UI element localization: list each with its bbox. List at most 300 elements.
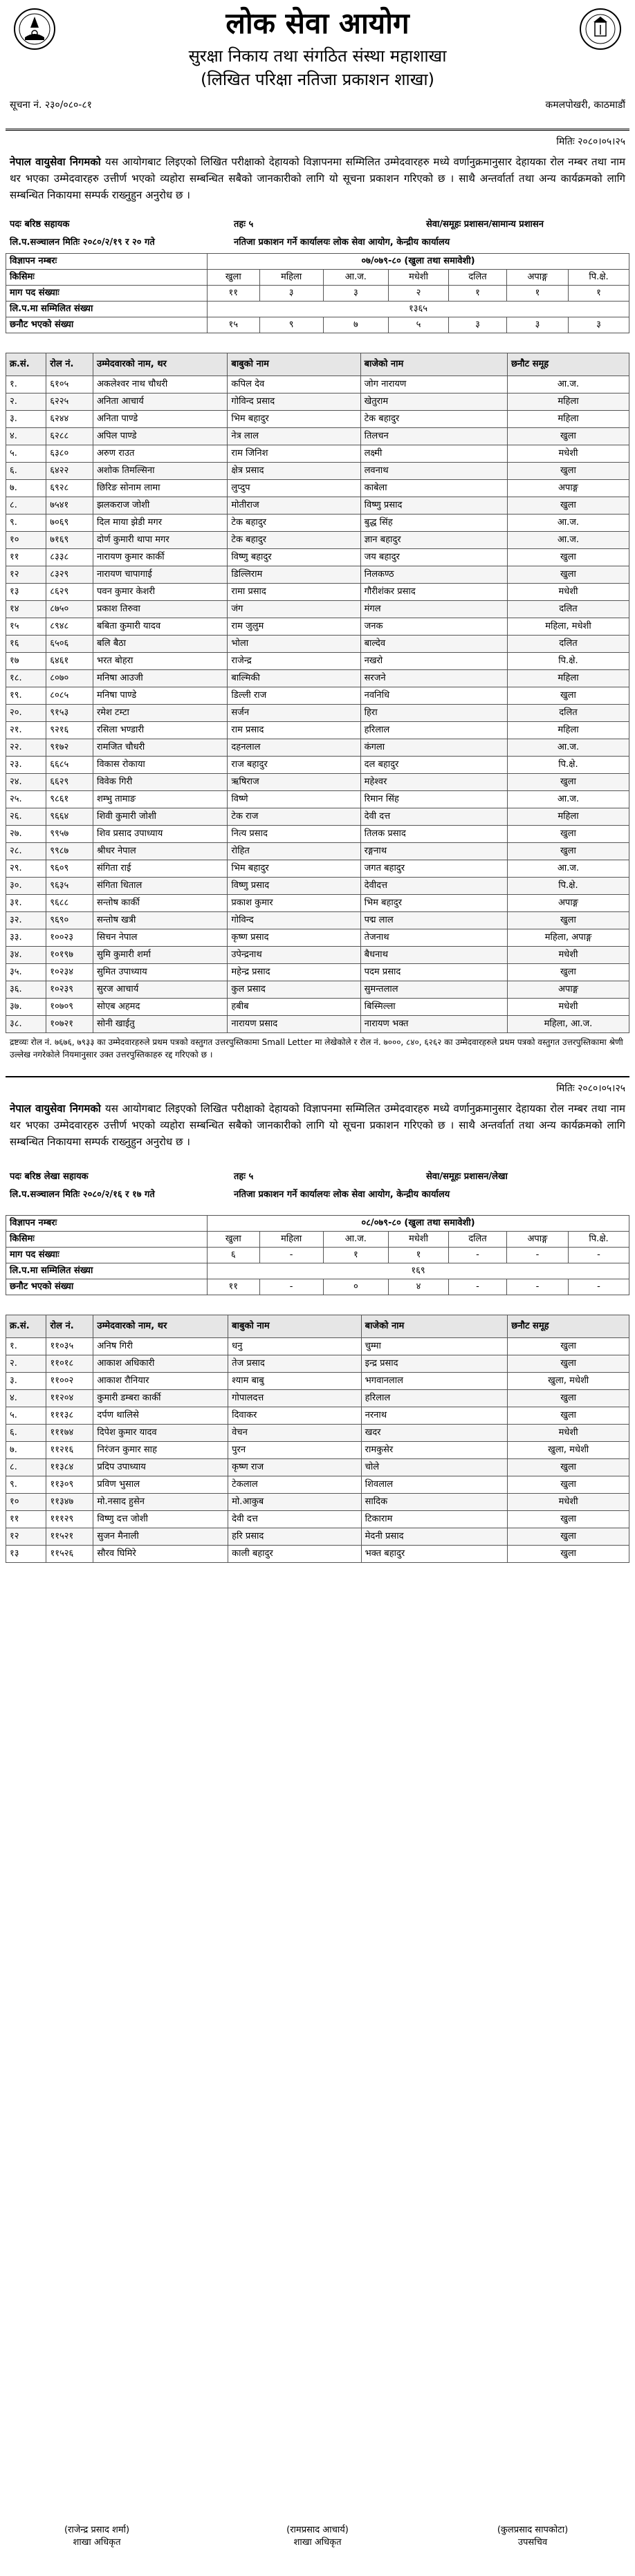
selected-cell: ४	[388, 1279, 448, 1295]
father-name-cell: कपिल देव	[228, 376, 360, 393]
type-cell: आ.ज.	[323, 1232, 388, 1248]
father-name-cell: रामा प्रसाद	[228, 584, 360, 601]
grandfather-name-cell: जगत बहादुर	[360, 860, 507, 878]
adv-no-value: ०७/०७९-८० (खुला तथा समावेशी)	[208, 254, 629, 270]
signatory-name: (कुलप्रसाद सापकोटा)	[497, 2525, 569, 2535]
grandfather-name-cell: खेतुराम	[360, 393, 507, 411]
father-name-cell: पुरन	[228, 1442, 361, 1459]
roll-cell: ८९४८	[46, 618, 93, 636]
serial-cell: २८.	[6, 843, 46, 860]
selected-label: छनौट भएको संख्या	[6, 317, 208, 333]
group-cell: मधेशी	[508, 1425, 629, 1442]
type-cell: खुला	[208, 270, 260, 286]
candidate-name-cell: रमेश टम्टा	[93, 705, 227, 722]
candidate-name-cell: सुरज आचार्य	[93, 981, 227, 999]
father-name-cell: भोला	[228, 636, 360, 653]
serial-cell: १३	[6, 1546, 46, 1563]
signature-1	[28, 2524, 166, 2549]
grandfather-name-cell: जनक	[360, 618, 507, 636]
results-table-2	[6, 1315, 629, 1563]
father-name-cell: जंग	[228, 601, 360, 618]
father-name-cell: क्षेत्र प्रसाद	[228, 463, 360, 480]
serial-cell: ३४.	[6, 947, 46, 964]
serial-cell: २.	[6, 1355, 46, 1373]
grandfather-name-cell: तिलचन	[360, 428, 507, 445]
father-name-cell: राम जिनिश	[228, 445, 360, 463]
father-name-cell: लुप्दुप	[228, 480, 360, 497]
group-cell: खुला	[508, 1546, 629, 1563]
grandfather-name-cell: जोग नारायण	[360, 376, 507, 393]
table-row	[6, 947, 629, 964]
adv-no-label: विज्ञापन नम्बरः	[6, 254, 208, 270]
table-row	[6, 1390, 629, 1407]
candidate-name-cell: दर्पण थालिसे	[93, 1407, 228, 1425]
exam-date-label: लि.प.सञ्चालन मितिः २०८०/२/१९ र २० गते	[10, 237, 155, 248]
roll-cell: ८०७०	[46, 670, 93, 687]
group-cell: खुला	[508, 1407, 629, 1425]
table-row	[6, 393, 629, 411]
candidate-name-cell: सोएब अहमद	[93, 999, 227, 1016]
result-office-label: नतिजा प्रकाशन गर्ने कार्यालयः लोक सेवा आयोग, केन्द्रीय कार्यालय	[234, 237, 450, 248]
grandfather-name-cell: नखरो	[360, 653, 507, 670]
candidate-name-cell: प्रदिप उपाध्याय	[93, 1459, 228, 1476]
notice-body: यस आयोगबाट लिइएको लिखित परीक्षाको देहायको विज्ञापनमा सम्मिलित उम्मेदवारहरु मध्ये वर्णानुक्रमानुसार देहायका रोल नम्बर तथा नाम थर भएका उम्मेदवारहरु उत्तीर्ण भएको व्यहोरा सम्बन्धित सबैको जानकारीको लागि यो सूचना प्रकाशन गरिएको छ । साथै अन्तर्वार्ता तथा अन्य कार्यक्रमको लागि सम्बन्धित निकायमा सम्पर्क राख्नुहुन अनुरोध छ ।	[10, 156, 625, 201]
father-name-cell: दहनलाल	[228, 739, 360, 757]
type-cell: पि.क्षे.	[569, 270, 629, 286]
serial-cell: १०	[6, 1494, 46, 1511]
father-name-cell: राम जुलुम	[228, 618, 360, 636]
col-roll: रोल नं.	[46, 1315, 93, 1338]
type-label: किसिमः	[6, 1232, 208, 1248]
candidate-name-cell: बबिता कुमारी यादव	[93, 618, 227, 636]
table-row	[6, 929, 629, 947]
table-row	[6, 722, 629, 739]
col-serial: क्र.सं.	[6, 1315, 46, 1338]
serial-cell: ३३.	[6, 929, 46, 947]
serial-cell: १६	[6, 636, 46, 653]
table-row	[6, 618, 629, 636]
demand-cell: १	[569, 286, 629, 302]
result-section-2	[6, 1077, 629, 1563]
result-section-1	[6, 131, 629, 1064]
father-name-cell: काली बहादुर	[228, 1546, 361, 1563]
roll-cell: ८७५०	[46, 601, 93, 618]
father-name-cell: श्याम बाबु	[228, 1373, 361, 1390]
serial-cell: ७.	[6, 1442, 46, 1459]
selected-cell: ५	[388, 317, 448, 333]
notice-date: मितिः २०८०।०५।२५	[556, 1083, 625, 1094]
group-cell: महिला, मधेशी	[507, 618, 629, 636]
roll-cell: ६४२२	[46, 463, 93, 480]
signatory-name: (रामप्रसाद आचार्य)	[286, 2525, 349, 2535]
table-row	[6, 532, 629, 549]
serial-cell: १९.	[6, 687, 46, 705]
table-row	[6, 826, 629, 843]
type-cell: महिला	[259, 1232, 323, 1248]
serial-cell: ८.	[6, 1459, 46, 1476]
table-row	[6, 912, 629, 929]
roll-cell: ९१७२	[46, 739, 93, 757]
total-label: लि.प.मा सम्मिलित संख्या	[6, 1263, 208, 1279]
roll-cell: ८३२९	[46, 566, 93, 584]
candidate-name-cell: सन्तोष कार्की	[93, 895, 227, 912]
candidate-name-cell: सन्तोष खत्री	[93, 912, 227, 929]
serial-cell: २७.	[6, 826, 46, 843]
grandfather-name-cell: खदर	[361, 1425, 508, 1442]
father-name-cell: सर्जन	[228, 705, 360, 722]
candidate-name-cell: अनिता पाण्डे	[93, 411, 227, 428]
table-row	[6, 1338, 629, 1355]
candidate-name-cell: सौरव घिमिरे	[93, 1546, 228, 1563]
roll-cell: ९६८८	[46, 895, 93, 912]
grandfather-name-cell: हिरा	[360, 705, 507, 722]
level-label: तहः ५	[234, 219, 254, 230]
serial-cell: २२.	[6, 739, 46, 757]
demand-cell: -	[569, 1248, 629, 1263]
roll-cell: १०१९७	[46, 947, 93, 964]
group-cell: अपाङ्ग	[507, 895, 629, 912]
type-cell: मधेशी	[388, 1232, 448, 1248]
father-name-cell: भिम बहादुर	[228, 411, 360, 428]
col-grandfather: बाजेको नाम	[360, 353, 507, 376]
col-father: बाबुको नाम	[228, 1315, 361, 1338]
signatory-name: (राजेन्द्र प्रसाद शर्मा)	[64, 2525, 130, 2535]
group-cell: पि.क्षे.	[507, 878, 629, 895]
father-name-cell: डिल्लिराम	[228, 566, 360, 584]
candidate-name-cell: कुमारी डम्बरा कार्की	[93, 1390, 228, 1407]
results-body-2	[6, 1338, 629, 1563]
father-name-cell: हरि प्रसाद	[228, 1528, 361, 1546]
selected-cell: ११	[208, 1279, 260, 1295]
grandfather-name-cell: पदम प्रसाद	[360, 964, 507, 981]
father-name-cell: प्रकाश कुमार	[228, 895, 360, 912]
psc-emblem-icon	[578, 7, 623, 51]
candidate-name-cell: दोर्ण कुमारी थापा मगर	[93, 532, 227, 549]
grandfather-name-cell: चोले	[361, 1459, 508, 1476]
candidate-name-cell: आकाश रौनियार	[93, 1373, 228, 1390]
table-row	[6, 1494, 629, 1511]
serial-cell: २०.	[6, 705, 46, 722]
table-row	[6, 999, 629, 1016]
footnote: द्रष्टव्यः रोल नं. ७६७६, ७९३३ का उम्मेदवारहरुले प्रथम पत्रको वस्तुगत उत्तरपुस्तिकामा Small Letter मा लेखेकोले र रोल नं. ७०००, ८४०, ६२६२ का उम्मेदवारहरुले प्रथम पत्रको वस्तुगत उत्तरपुस्तिकामा श्रेणी उल्लेख नगरेकोले नियमानुसार उक्त उत्तरपुस्तिकाहरु रद्द गरिएको छ ।	[10, 1037, 623, 1059]
roll-cell: ६२८८	[46, 428, 93, 445]
grandfather-name-cell: हरिलाल	[360, 722, 507, 739]
type-label: किसिमः	[6, 270, 208, 286]
candidate-name-cell: रसिला भण्डारी	[93, 722, 227, 739]
serial-cell: १२	[6, 1528, 46, 1546]
roll-cell: ९८६१	[46, 791, 93, 808]
roll-cell: १०२३४	[46, 964, 93, 981]
group-cell: खुला	[507, 964, 629, 981]
demand-cell: -	[506, 1248, 568, 1263]
table-row	[6, 670, 629, 687]
father-name-cell: उपेन्द्रनाथ	[228, 947, 360, 964]
group-cell: आ.ज.	[507, 739, 629, 757]
roll-cell: ६२२५	[46, 393, 93, 411]
grandfather-name-cell: भिम बहादुर	[360, 895, 507, 912]
father-name-cell: नारायण प्रसाद	[228, 1016, 360, 1033]
group-cell: आ.ज.	[507, 532, 629, 549]
candidate-name-cell: शिव प्रसाद उपाध्याय	[93, 826, 227, 843]
serial-cell: ३८.	[6, 1016, 46, 1033]
table-row	[6, 843, 629, 860]
candidate-name-cell: निरंजन कुमार साह	[93, 1442, 228, 1459]
serial-cell: ४.	[6, 1390, 46, 1407]
grandfather-name-cell: लक्ष्मी	[360, 445, 507, 463]
candidate-name-cell: मनिषा आउजी	[93, 670, 227, 687]
type-cell: खुला	[208, 1232, 260, 1248]
candidate-name-cell: पवन कुमार केशरी	[93, 584, 227, 601]
father-name-cell: धनु	[228, 1338, 361, 1355]
col-grandfather: बाजेको नाम	[361, 1315, 508, 1338]
father-name-cell: बाल्मिकी	[228, 670, 360, 687]
group-cell: महिला, अपाङ्ग	[507, 929, 629, 947]
serial-cell: २५.	[6, 791, 46, 808]
roll-cell: ८३३८	[46, 549, 93, 566]
notice-body: यस आयोगबाट लिइएको लिखित परीक्षाको देहायको विज्ञापनमा सम्मिलित उम्मेदवारहरु मध्ये वर्णानुक्रमानुसार देहायका रोल नम्बर तथा नाम थर भएका उम्मेदवारहरु उत्तीर्ण भएको व्यहोरा सम्बन्धित सबैको जानकारीको लागि यो सूचना प्रकाशन गरिएको छ । साथै अन्तर्वार्ता तथा अन्य कार्यक्रमको लागि सम्बन्धित निकायमा सम्पर्क राख्नुहुन अनुरोध छ ।	[10, 1102, 625, 1148]
grandfather-name-cell: तेजनाथ	[360, 929, 507, 947]
table-row	[6, 480, 629, 497]
grandfather-name-cell: बैधनाथ	[360, 947, 507, 964]
advertisement-table	[6, 253, 629, 333]
candidate-name-cell: अपिल पाण्डे	[93, 428, 227, 445]
grandfather-name-cell: नारायण भक्त	[360, 1016, 507, 1033]
demand-cell: -	[259, 1248, 323, 1263]
grandfather-name-cell: शिवलाल	[361, 1476, 508, 1494]
exam-date-label: लि.प.सञ्चालन मितिः २०८०/२/१६ र १७ गते	[10, 1189, 155, 1200]
candidate-name-cell: अनिता आचार्य	[93, 393, 227, 411]
result-office-label: नतिजा प्रकाशन गर्ने कार्यालयः लोक सेवा आयोग, केन्द्रीय कार्यालय	[234, 1189, 450, 1200]
table-row	[6, 584, 629, 601]
col-serial: क्र.सं.	[6, 353, 46, 376]
exam-meta	[6, 214, 629, 253]
type-cell: अपाङ्ग	[506, 270, 568, 286]
father-name-cell: टेक बहादुर	[228, 532, 360, 549]
candidate-name-cell: आकाश अधिकारी	[93, 1355, 228, 1373]
table-row	[6, 1425, 629, 1442]
father-name-cell: कुल प्रसाद	[228, 981, 360, 999]
father-name-cell: भिम बहादुर	[228, 860, 360, 878]
roll-cell: ९६६४	[46, 808, 93, 826]
group-cell: खुला	[507, 463, 629, 480]
group-cell: खुला	[508, 1390, 629, 1407]
table-row	[6, 1016, 629, 1033]
candidate-name-cell: संगिता राई	[93, 860, 227, 878]
grandfather-name-cell: विष्णु प्रसाद	[360, 497, 507, 515]
grandfather-name-cell: ज्ञान बहादुर	[360, 532, 507, 549]
selected-cell: -	[569, 1279, 629, 1295]
demand-cell: १	[449, 286, 507, 302]
father-name-cell: राम प्रसाद	[228, 722, 360, 739]
father-name-cell: नेत्र लाल	[228, 428, 360, 445]
table-row	[6, 428, 629, 445]
table-row	[6, 566, 629, 584]
father-name-cell: टेक बहादुर	[228, 515, 360, 532]
grandfather-name-cell: बिस्मिल्ला	[360, 999, 507, 1016]
serial-cell: २४.	[6, 774, 46, 791]
grandfather-name-cell: सादिक	[361, 1494, 508, 1511]
selected-cell: ०	[323, 1279, 388, 1295]
roll-cell: ८०८५	[46, 687, 93, 705]
roll-cell: ११०१८	[46, 1355, 93, 1373]
candidate-name-cell: भरत बोहरा	[93, 653, 227, 670]
candidate-name-cell: विष्णु दत्त जोशी	[93, 1511, 228, 1528]
group-cell: महिला, आ.ज.	[507, 1016, 629, 1033]
table-row	[6, 981, 629, 999]
group-cell: खुला, मधेशी	[508, 1442, 629, 1459]
grandfather-name-cell: हरिलाल	[361, 1390, 508, 1407]
candidate-name-cell: सुजन मैनाली	[93, 1528, 228, 1546]
roll-cell: ११३०९	[46, 1476, 93, 1494]
notice-paragraph	[6, 151, 629, 206]
selected-cell: ३	[569, 317, 629, 333]
father-name-cell: हबीब	[228, 999, 360, 1016]
grandfather-name-cell: गौरीशंकर प्रसाद	[360, 584, 507, 601]
candidate-name-cell: नारायण चापागाई	[93, 566, 227, 584]
section-title: (लिखित परिक्षा नतिजा प्रकाशन शाखा)	[201, 70, 434, 89]
group-cell: अपाङ्ग	[507, 981, 629, 999]
grandfather-name-cell: रामकुसेर	[361, 1442, 508, 1459]
adv-no-value: ०८/०७९-८० (खुला तथा समावेशी)	[208, 1216, 629, 1232]
roll-cell: १११३८	[46, 1407, 93, 1425]
serial-cell: १.	[6, 1338, 46, 1355]
group-cell: दलित	[507, 601, 629, 618]
table-row	[6, 1476, 629, 1494]
selected-cell: ९	[259, 317, 323, 333]
candidate-name-cell: अकलेश्वर नाथ चौधरी	[93, 376, 227, 393]
selected-cell: ३	[506, 317, 568, 333]
group-cell: खुला	[507, 912, 629, 929]
grandfather-name-cell: भक्त बहादुर	[361, 1546, 508, 1563]
serial-cell: ३२.	[6, 912, 46, 929]
roll-cell: ११३८४	[46, 1459, 93, 1476]
table-row	[6, 653, 629, 670]
group-cell: मधेशी	[508, 1494, 629, 1511]
candidate-name-cell: छिरिङ सोनाम लामा	[93, 480, 227, 497]
group-cell: खुला	[507, 566, 629, 584]
candidate-name-cell: दिपेश कुमार यादव	[93, 1425, 228, 1442]
serial-cell: ६.	[6, 1425, 46, 1442]
father-name-cell: विष्णु प्रसाद	[228, 878, 360, 895]
group-cell: दलित	[507, 705, 629, 722]
grandfather-name-cell: सरजने	[360, 670, 507, 687]
serial-cell: २.	[6, 393, 46, 411]
table-row	[6, 895, 629, 912]
candidate-name-cell: नारायण कुमार कार्की	[93, 549, 227, 566]
total-label: लि.प.मा सम्मिलित संख्या	[6, 302, 208, 317]
father-name-cell: रोहित	[228, 843, 360, 860]
roll-cell: ७५४१	[46, 497, 93, 515]
roll-cell: ९२१६	[46, 722, 93, 739]
roll-cell: ९१५३	[46, 705, 93, 722]
advertisement-table	[6, 1215, 629, 1295]
grandfather-name-cell: चुम्मा	[361, 1338, 508, 1355]
table-row	[6, 1407, 629, 1425]
notice-paragraph	[6, 1097, 629, 1153]
roll-cell: १०७०९	[46, 999, 93, 1016]
group-cell: पि.क्षे.	[507, 653, 629, 670]
group-cell: खुला	[508, 1459, 629, 1476]
father-name-cell: मोतीराज	[228, 497, 360, 515]
serial-cell: ९.	[6, 1476, 46, 1494]
signatory-role: शाखा अधिकृत	[73, 2537, 121, 2548]
serial-cell: १७	[6, 653, 46, 670]
demand-cell: -	[449, 1248, 507, 1263]
roll-cell: ६३८०	[46, 445, 93, 463]
candidate-name-cell: प्रकाश तिरुवा	[93, 601, 227, 618]
table-row	[6, 497, 629, 515]
demand-cell: ६	[208, 1248, 260, 1263]
serial-cell: ११	[6, 549, 46, 566]
roll-cell: ६१०५	[46, 376, 93, 393]
serial-cell: ३७.	[6, 999, 46, 1016]
signatory-role: उपसचिव	[517, 2537, 548, 2548]
notice-number: सूचना नं. २३०/०८०-८१	[10, 100, 92, 111]
roll-cell: ९६०९	[46, 860, 93, 878]
father-name-cell: महेन्द्र प्रसाद	[228, 964, 360, 981]
group-cell: खुला	[508, 1338, 629, 1355]
table-row	[6, 878, 629, 895]
grandfather-name-cell: काबेला	[360, 480, 507, 497]
candidate-name-cell: सुमि कुमारी शर्मा	[93, 947, 227, 964]
roll-cell: १०७२१	[46, 1016, 93, 1033]
group-cell: पि.क्षे.	[507, 757, 629, 774]
father-name-cell: टेकलाल	[228, 1476, 361, 1494]
father-name-cell: देवी दत्त	[228, 1511, 361, 1528]
group-cell: खुला	[507, 549, 629, 566]
serial-cell: ७.	[6, 480, 46, 497]
demand-cell: २	[388, 286, 448, 302]
post-label: पदः बरिष्ठ लेखा सहायक	[10, 1171, 89, 1182]
table-row	[6, 808, 629, 826]
selected-cell: १५	[208, 317, 260, 333]
table-row	[6, 1546, 629, 1563]
grandfather-name-cell: नवनिधि	[360, 687, 507, 705]
type-cell: आ.ज.	[323, 270, 388, 286]
grandfather-name-cell: बुद्ध सिंह	[360, 515, 507, 532]
roll-cell: ९९८७	[46, 843, 93, 860]
roll-cell: ९९५७	[46, 826, 93, 843]
father-name-cell: नित्य प्रसाद	[228, 826, 360, 843]
candidate-name-cell: अशोक तिमल्सिना	[93, 463, 227, 480]
serial-cell: २३.	[6, 757, 46, 774]
selected-cell: -	[449, 1279, 507, 1295]
candidate-name-cell: श्रीधर नेपाल	[93, 843, 227, 860]
father-name-cell: गोविन्द	[228, 912, 360, 929]
group-cell: अपाङ्ग	[507, 480, 629, 497]
candidate-name-cell: मनिषा पाण्डे	[93, 687, 227, 705]
father-name-cell: वेचन	[228, 1425, 361, 1442]
serial-cell: ३.	[6, 1373, 46, 1390]
roll-cell: ११०३५	[46, 1338, 93, 1355]
grandfather-name-cell: जय बहादुर	[360, 549, 507, 566]
total-value: १३६५	[208, 302, 629, 317]
selected-cell: -	[259, 1279, 323, 1295]
serial-cell: ३५.	[6, 964, 46, 981]
roll-cell: १११२९	[46, 1511, 93, 1528]
grandfather-name-cell: नरनाथ	[361, 1407, 508, 1425]
type-cell: अपाङ्ग	[506, 1232, 568, 1248]
candidate-name-cell: बलि बैठा	[93, 636, 227, 653]
demand-cell: १	[323, 1248, 388, 1263]
org-title: लोक सेवा आयोग	[226, 6, 409, 40]
serial-cell: ९.	[6, 515, 46, 532]
serial-cell: १.	[6, 376, 46, 393]
roll-cell: ६५०६	[46, 636, 93, 653]
table-row	[6, 964, 629, 981]
group-cell: खुला	[507, 497, 629, 515]
service-label: सेवा/समूहः प्रशासन/सामान्य प्रशासन	[426, 219, 544, 230]
